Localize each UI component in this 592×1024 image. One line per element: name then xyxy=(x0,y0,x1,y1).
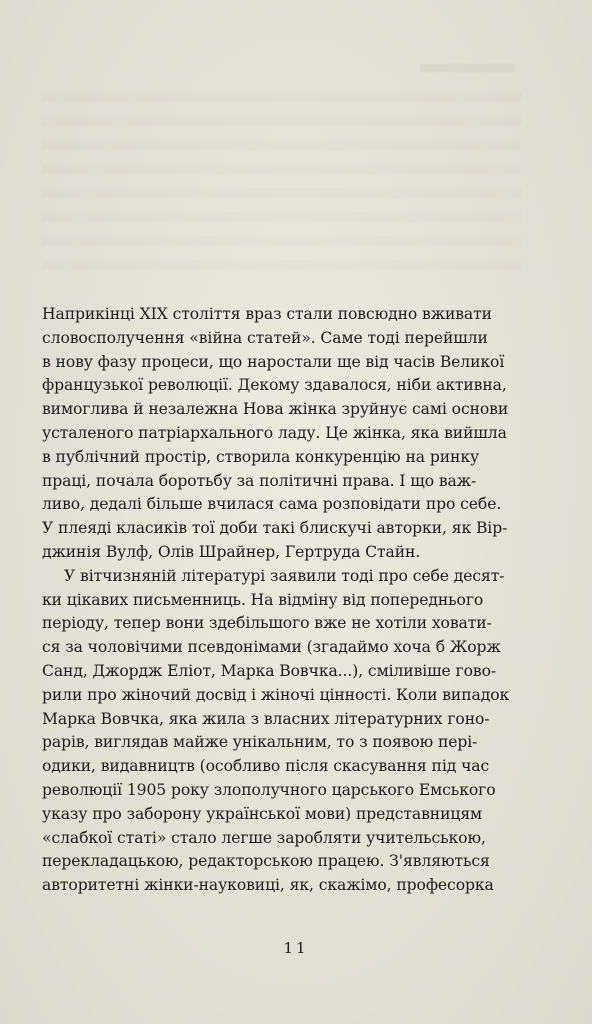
text-line: періоду, тепер вони здебільшого вже не хотіли ховати- xyxy=(42,614,492,633)
paragraph-2 xyxy=(42,565,516,898)
text-line: рили про жіночий досвід і жіночі цінності. Коли випадок xyxy=(42,685,510,704)
text-line: Санд, Джордж Еліот, Марка Вовчка...), сміливіше гово- xyxy=(42,661,497,680)
text-line: «слабкої статі» стало легше заробляти учительською, xyxy=(42,828,486,847)
text-line: ливо, дедалі більше вчилася сама розповідати про себе. xyxy=(42,495,502,514)
page-number: 11 xyxy=(283,939,309,957)
text-line: указу про заборону української мови) представницям xyxy=(42,804,483,823)
show-through-text xyxy=(42,92,522,282)
paragraph-1 xyxy=(42,303,516,565)
text-line: вимоглива й незалежна Нова жінка зруйнує самі основи xyxy=(42,400,509,419)
text-line: Наприкінці XIX століття враз стали повсюдно вживати xyxy=(42,305,492,323)
text-line: рарів, виглядав майже унікальним, то з появою пері- xyxy=(42,733,478,752)
main-text xyxy=(42,303,516,898)
text-line: в нову фазу процеси, що наростали ще від часів Великої xyxy=(42,352,505,371)
text-line: французької революції. Декому здавалося, ніби активна, xyxy=(42,376,507,395)
show-through-header xyxy=(420,64,515,72)
text-line: словосполучення «війна статей». Саме тоді перейшли xyxy=(42,328,488,347)
text-line: перекладацькою, редакторською працею. З'являються xyxy=(42,852,490,871)
text-line: У вітчизняній літературі заявили тоді про себе десят- xyxy=(64,566,505,585)
text-line: усталеного патріархального ладу. Це жінка, яка вийшла xyxy=(42,423,507,442)
text-line: У плеяді класиків тої доби такі блискучі авторки, як Вір- xyxy=(42,519,508,538)
text-line: в публічний простір, створила конкуренцію на ринку xyxy=(42,447,480,466)
text-line: одики, видавництв (особливо після скасування під час xyxy=(42,757,490,776)
text-line: ки цікавих письменниць. На відміну від попереднього xyxy=(42,590,484,609)
text-line: ся за чоловічими псевдонімами (згадаймо хоча б Жорж xyxy=(42,638,501,657)
text-line: революції 1905 року злополучного царського Емського xyxy=(42,780,496,799)
text-line: джинія Вулф, Олів Шрайнер, Гертруда Стайн. xyxy=(42,542,421,561)
text-line: праці, почала боротьбу за політичні права. І що важ- xyxy=(42,471,477,490)
text-line: авторитетні жінки-науковиці, як, скажімо, професорка xyxy=(42,876,494,895)
text-line: Марка Вовчка, яка жила з власних літературних гоно- xyxy=(42,709,490,728)
